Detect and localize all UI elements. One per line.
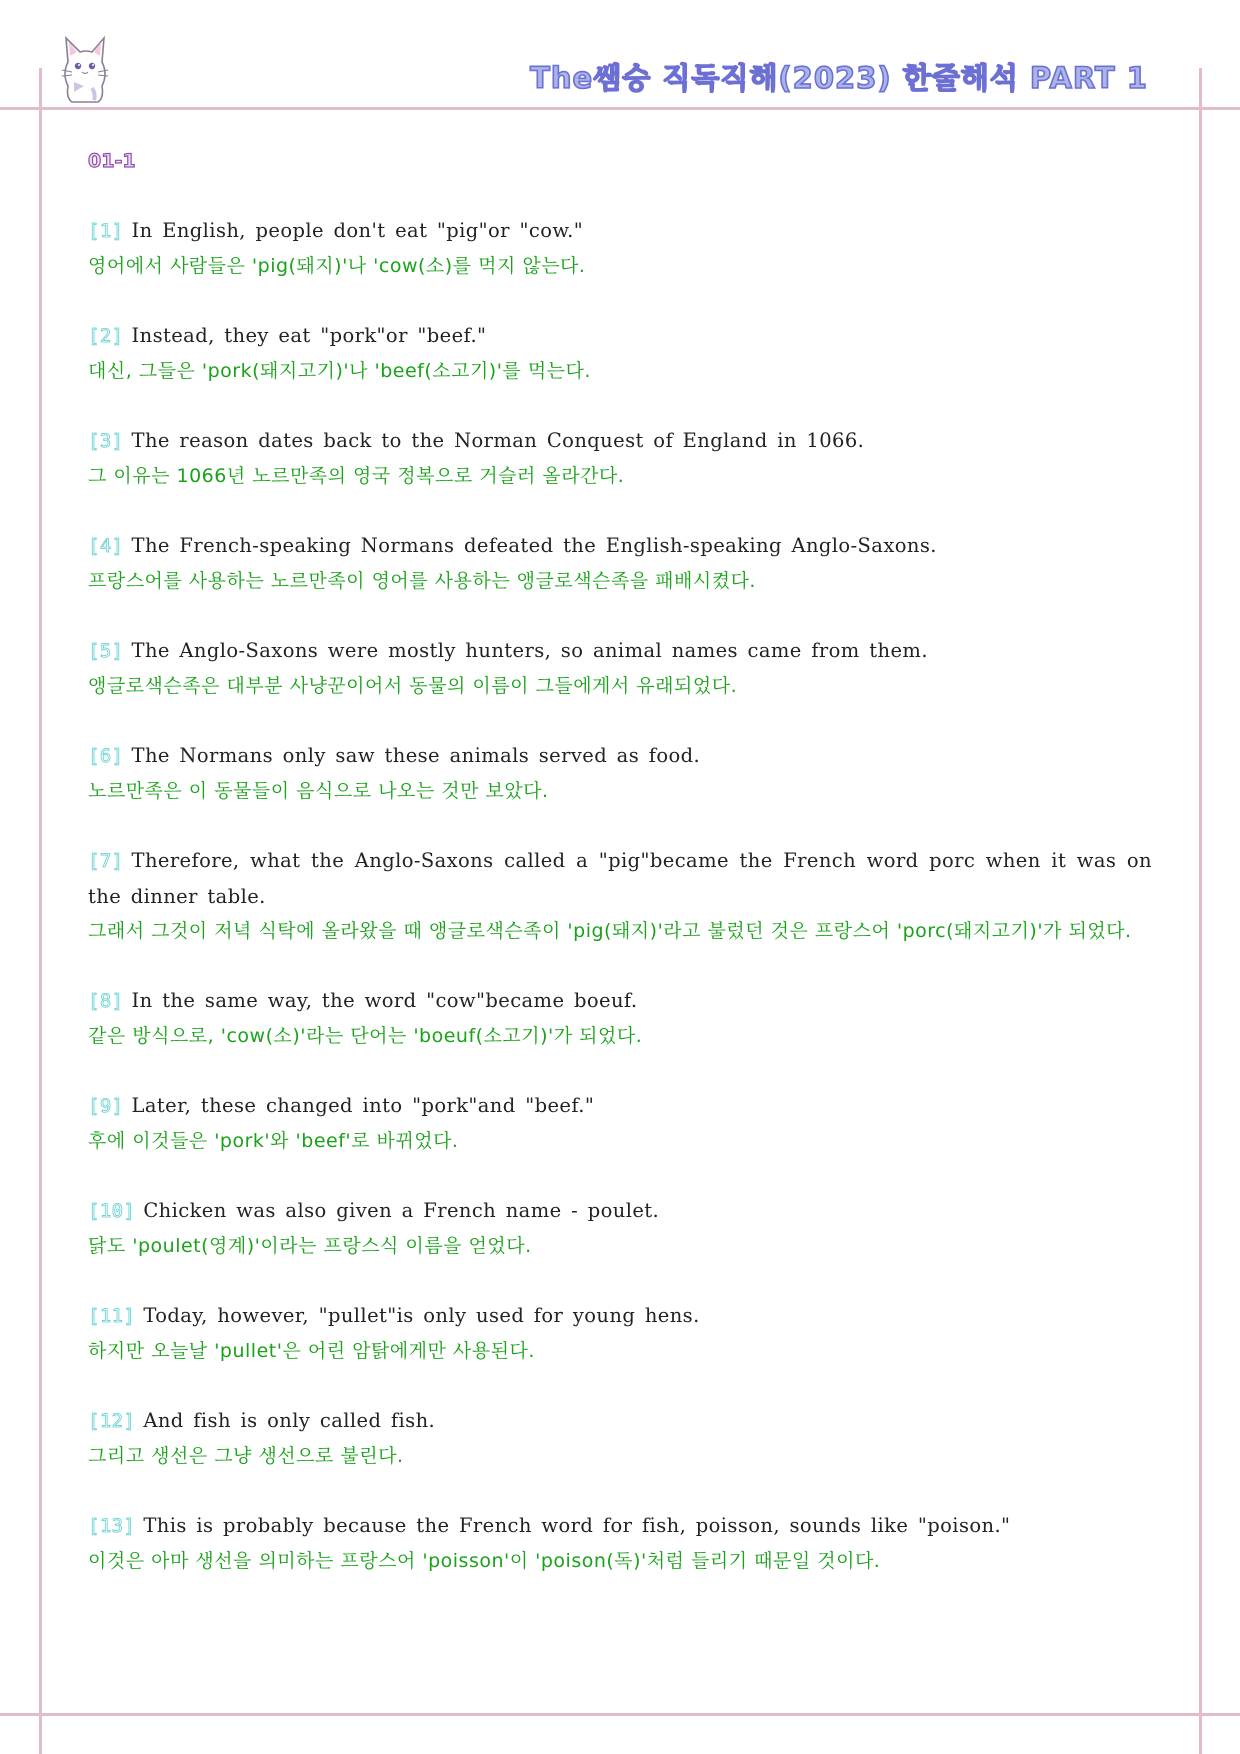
sentence-number: [4] bbox=[88, 535, 124, 557]
sentence-number: [6] bbox=[88, 745, 124, 767]
sentence-item bbox=[88, 1088, 1152, 1159]
sentence-item bbox=[88, 1403, 1152, 1474]
section-label: 01-1 bbox=[88, 150, 136, 172]
sentence-list bbox=[88, 213, 1152, 1613]
korean-translation: 닭도 'poulet(영계)'이라는 프랑스식 이름을 얻었다. bbox=[88, 1235, 532, 1257]
sentence-number: [1] bbox=[88, 220, 124, 242]
sentence-number: [7] bbox=[88, 850, 124, 872]
sentence-item bbox=[88, 213, 1152, 284]
english-sentence: The French-speaking Normans defeated the English-speaking Anglo-Saxons. bbox=[131, 534, 937, 557]
footer-rule bbox=[0, 1713, 1240, 1716]
korean-translation: 같은 방식으로, 'cow(소)'라는 단어는 'boeuf(소고기)'가 되었다. bbox=[88, 1025, 643, 1047]
sentence-item bbox=[88, 1193, 1152, 1264]
sentence-number: [8] bbox=[88, 990, 124, 1012]
english-sentence: Therefore, what the Anglo-Saxons called a "pig"became the French word porc when it was on the dinner table. bbox=[88, 849, 1152, 908]
korean-translation: 하지만 오늘날 'pullet'은 어린 암탉에게만 사용된다. bbox=[88, 1340, 535, 1362]
english-sentence: Chicken was also given a French name - poulet. bbox=[143, 1199, 660, 1222]
sentence-item bbox=[88, 1508, 1152, 1579]
sentence-item bbox=[88, 633, 1152, 704]
header-rule bbox=[0, 107, 1240, 110]
english-sentence: In English, people don't eat "pig"or "cow." bbox=[131, 219, 584, 242]
korean-translation: 이것은 아마 생선을 의미하는 프랑스어 'poisson'이 'poison(독)'처럼 들리기 때문일 것이다. bbox=[88, 1550, 881, 1572]
english-sentence: Instead, they eat "pork"or "beef." bbox=[131, 324, 487, 347]
sentence-number: [2] bbox=[88, 325, 124, 347]
english-sentence: In the same way, the word "cow"became boeuf. bbox=[131, 989, 638, 1012]
sentence-item bbox=[88, 843, 1152, 949]
korean-translation: 노르만족은 이 동물들이 음식으로 나오는 것만 보았다. bbox=[88, 780, 549, 802]
korean-translation: 앵글로색슨족은 대부분 사냥꾼이어서 동물의 이름이 그들에게서 유래되었다. bbox=[88, 675, 738, 697]
sentence-item bbox=[88, 528, 1152, 599]
english-sentence: The reason dates back to the Norman Conquest of England in 1066. bbox=[131, 429, 865, 452]
sentence-item bbox=[88, 1298, 1152, 1369]
right-border bbox=[1199, 68, 1202, 1754]
cat-icon bbox=[58, 32, 114, 104]
sentence-number: [9] bbox=[88, 1095, 124, 1117]
sentence-number: [12] bbox=[88, 1410, 136, 1432]
sentence-number: [3] bbox=[88, 430, 124, 452]
left-border bbox=[39, 68, 42, 1754]
korean-translation: 대신, 그들은 'pork(돼지고기)'나 'beef(소고기)'를 먹는다. bbox=[88, 360, 591, 382]
korean-translation: 그래서 그것이 저녁 식탁에 올라왔을 때 앵글로색슨족이 'pig(돼지)'라고 불렀던 것은 프랑스어 'porc(돼지고기)'가 되었다. bbox=[88, 920, 1132, 942]
korean-translation: 그 이유는 1066년 노르만족의 영국 정복으로 거슬러 올라간다. bbox=[88, 465, 625, 487]
sentence-item bbox=[88, 738, 1152, 809]
sentence-item bbox=[88, 983, 1152, 1054]
english-sentence: The Normans only saw these animals served as food. bbox=[131, 744, 701, 767]
sentence-item bbox=[88, 423, 1152, 494]
sentence-number: [10] bbox=[88, 1200, 136, 1222]
korean-translation: 후에 이것들은 'pork'와 'beef'로 바뀌었다. bbox=[88, 1130, 459, 1152]
sentence-number: [13] bbox=[88, 1515, 136, 1537]
sentence-item bbox=[88, 318, 1152, 389]
korean-translation: 영어에서 사람들은 'pig(돼지)'나 'cow(소)를 먹지 않는다. bbox=[88, 255, 586, 277]
sentence-number: [11] bbox=[88, 1305, 136, 1327]
english-sentence: This is probably because the French word for fish, poisson, sounds like "poison." bbox=[143, 1514, 1011, 1537]
sentence-number: [5] bbox=[88, 640, 124, 662]
english-sentence: Today, however, "pullet"is only used for young hens. bbox=[143, 1304, 700, 1327]
korean-translation: 그리고 생선은 그냥 생선으로 불린다. bbox=[88, 1445, 404, 1467]
korean-translation: 프랑스어를 사용하는 노르만족이 영어를 사용하는 앵글로색슨족을 패배시켰다. bbox=[88, 570, 756, 592]
english-sentence: And fish is only called fish. bbox=[143, 1409, 436, 1432]
page-title: The쌤승 직독직해(2023) 한줄해석 PART 1 bbox=[530, 61, 1148, 95]
english-sentence: The Anglo-Saxons were mostly hunters, so animal names came from them. bbox=[131, 639, 928, 662]
english-sentence: Later, these changed into "pork"and "beef." bbox=[131, 1094, 595, 1117]
